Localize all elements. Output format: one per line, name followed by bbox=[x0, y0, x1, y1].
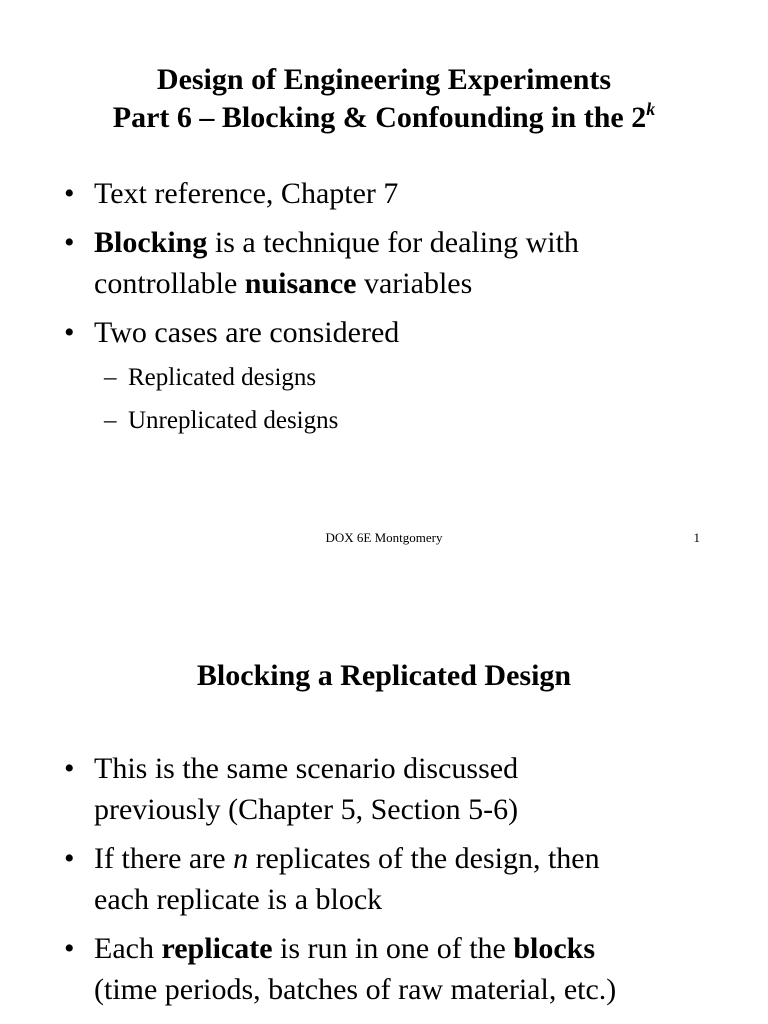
bullet-dot: • bbox=[64, 316, 75, 349]
sub-bullet-dash: – bbox=[104, 407, 117, 434]
bullet-text: Text reference, Chapter 7 bbox=[94, 177, 399, 210]
bullet-text: each replicate is a block bbox=[94, 883, 383, 916]
title-superscript-k: k bbox=[646, 99, 656, 119]
sub-bullet-text: Replicated designs bbox=[128, 364, 317, 391]
bullet-each-replicate bbox=[0, 928, 768, 1010]
bullet-dot: • bbox=[64, 226, 75, 259]
bullet-text: Each bbox=[94, 932, 162, 965]
bullet-text: Two cases are considered bbox=[94, 316, 400, 349]
bullet-text: previously (Chapter 5, Section 5-6) bbox=[94, 793, 519, 826]
term-replicate: replicate bbox=[161, 932, 273, 965]
bullet-text-reference bbox=[0, 173, 768, 214]
bullet-dot: • bbox=[64, 752, 75, 785]
title-line-2 bbox=[113, 101, 655, 134]
term-blocking: Blocking bbox=[94, 226, 208, 259]
sub-bullet-text: Unreplicated designs bbox=[128, 407, 339, 434]
bullet-dot: • bbox=[64, 842, 75, 875]
term-blocks: blocks bbox=[513, 932, 596, 965]
footer-text: DOX 6E Montgomery bbox=[325, 530, 443, 545]
slide-2-title: Blocking a Replicated Design bbox=[196, 659, 572, 692]
title-line-2-text: Part 6 – Blocking & Confounding in the 2 bbox=[112, 101, 647, 134]
sub-bullet-unreplicated bbox=[0, 404, 768, 438]
bullet-text: is a technique for dealing with bbox=[207, 226, 579, 259]
slide-2 bbox=[0, 640, 768, 1024]
bullet-dot: • bbox=[64, 177, 75, 210]
sub-bullet-dash: – bbox=[104, 364, 117, 391]
bullet-blocking-definition bbox=[0, 222, 768, 304]
bullet-text: controllable bbox=[94, 267, 245, 300]
bullet-same-scenario bbox=[0, 748, 768, 830]
term-nuisance: nuisance bbox=[244, 267, 357, 300]
bullet-text: If there are bbox=[94, 842, 234, 875]
bullet-two-cases bbox=[0, 312, 768, 353]
bullet-dot: • bbox=[64, 932, 75, 965]
page-number: 1 bbox=[693, 530, 700, 545]
slide-1-bullet-list bbox=[0, 173, 768, 447]
slide-2-bullet-list bbox=[0, 748, 768, 1018]
bullet-text: (time periods, batches of raw material, etc.) bbox=[94, 973, 617, 1006]
variable-n: n bbox=[233, 842, 249, 875]
slide-1-title bbox=[0, 61, 768, 137]
bullet-text: replicates of the design, then bbox=[248, 842, 600, 875]
title-line-1: Design of Engineering Experiments bbox=[156, 63, 612, 96]
bullet-text: variables bbox=[356, 267, 473, 300]
bullet-text: is run in one of the bbox=[272, 932, 514, 965]
bullet-n-replicates bbox=[0, 838, 768, 920]
sub-bullet-replicated bbox=[0, 361, 768, 395]
bullet-text: This is the same scenario discussed bbox=[94, 752, 519, 785]
